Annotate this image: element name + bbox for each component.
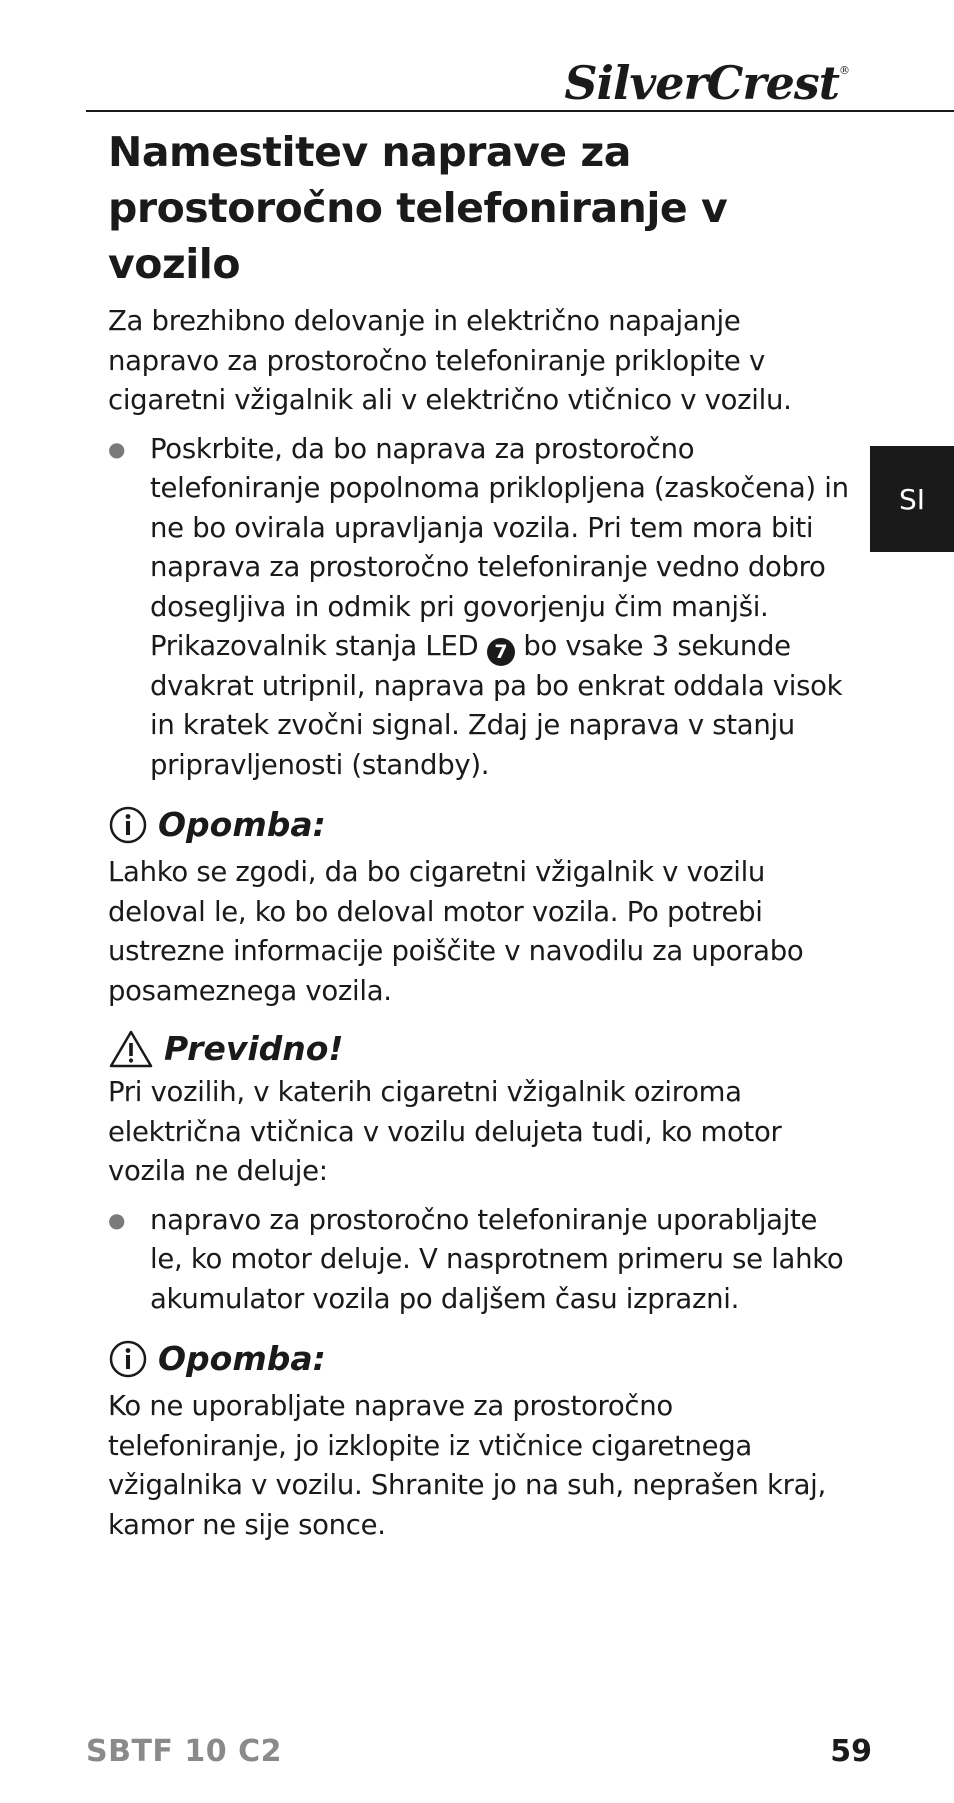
language-tab-label: SI bbox=[898, 482, 926, 516]
list-item-text: napravo za prostoročno telefoniranje uporabljajte le, ko motor deluje. V nasprotnem primeru se lahko akumulator vozila po daljšem času izprazni. bbox=[150, 1203, 844, 1315]
warning-triangle-icon bbox=[108, 1029, 154, 1069]
footer-model: SBTF 10 C2 bbox=[86, 1734, 282, 1769]
info-icon bbox=[108, 1339, 148, 1379]
warning-heading bbox=[108, 1025, 853, 1073]
led-number-badge: 7 bbox=[487, 638, 515, 666]
bullet-dot-icon: ● bbox=[108, 436, 126, 461]
main-content bbox=[108, 124, 853, 1545]
list-item-text: Poskrbite, da bo naprava za prostoročno telefoniranje popolnoma priklopljena (zaskočena) in ne bo ovirala upravljanja vozila. Pri tem mora biti naprava za prostoročno telefoniranje vedno dobro dosegljiva in odmik pri govorjenju čim manjši. Prikazovalnik stanja LED 7 bo vsake 3 sekunde dvakrat utripnil, naprava pa bo enkrat oddala visok in kratek zvočni signal. Zdaj je naprava v stanju pripravljenosti (standby). bbox=[150, 432, 849, 781]
section-title: Namestitev naprave za prostoročno telefoniranje v vozilo bbox=[108, 128, 728, 288]
header-rule bbox=[86, 110, 954, 112]
brand-logo: SilverCrest® bbox=[564, 56, 849, 110]
page-number: 59 bbox=[830, 1734, 872, 1769]
note-heading bbox=[108, 1335, 853, 1383]
warning-title: Previdno! bbox=[164, 1029, 344, 1068]
intro-paragraph: Za brezhibno delovanje in električno napajanje napravo za prostoročno telefoniranje priklopite v cigaretni vžigalnik ali v električno vtičnico v vozilu. bbox=[108, 305, 792, 416]
list-item bbox=[108, 1201, 853, 1320]
note-heading bbox=[108, 801, 853, 849]
info-icon bbox=[108, 805, 148, 845]
note-paragraph: Ko ne uporabljate naprave za prostoročno telefoniranje, jo izklopite iz vtičnice cigaretnega vžigalnika v vozilu. Shranite jo na suh, neprašen kraj, kamor ne sije sonce. bbox=[108, 1390, 826, 1541]
language-tab bbox=[870, 446, 954, 552]
note-title: Opomba: bbox=[158, 805, 326, 844]
note-paragraph: Lahko se zgodi, da bo cigaretni vžigalnik v vozilu deloval le, ko bo deloval motor vozila. Po potrebi ustrezne informacije poiščite v navodilu za uporabo posameznega vozila. bbox=[108, 856, 804, 1007]
bullet-dot-icon: ● bbox=[108, 1207, 126, 1232]
list-item bbox=[108, 430, 853, 786]
note-title: Opomba: bbox=[158, 1339, 326, 1378]
warning-paragraph: Pri vozilih, v katerih cigaretni vžigalnik oziroma električna vtičnica v vozilu delujeta tudi, ko motor vozila ne deluje: bbox=[108, 1076, 782, 1187]
